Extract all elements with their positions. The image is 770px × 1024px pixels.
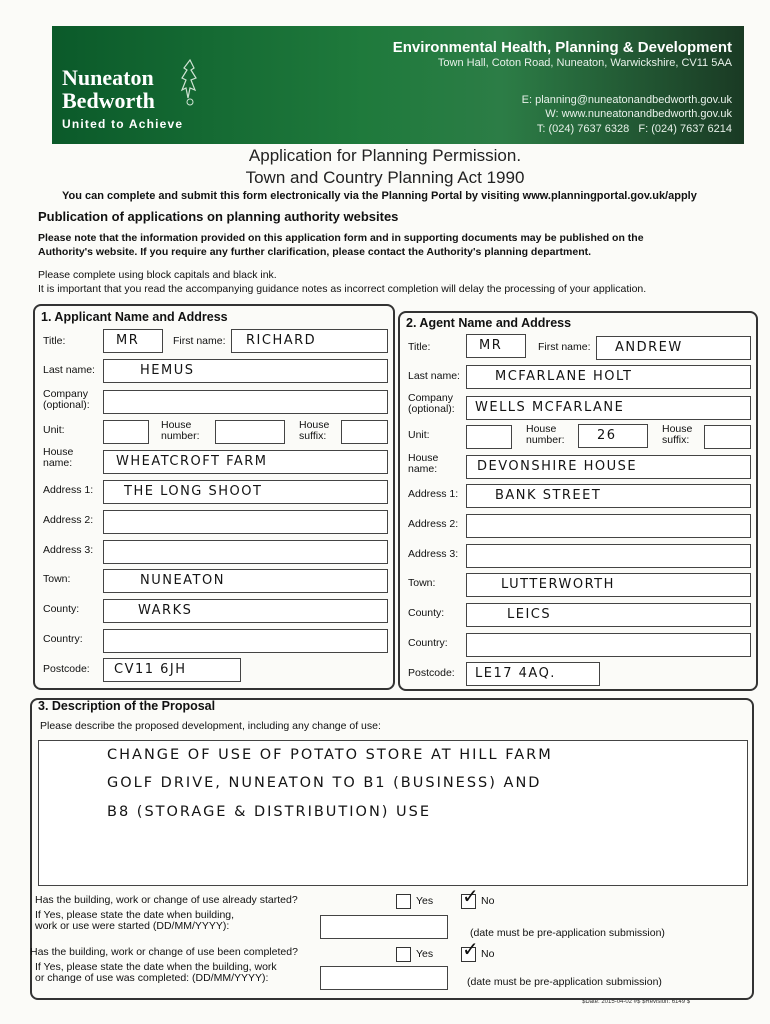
agent-company-field[interactable]: WELLS MCFARLANE — [466, 396, 751, 420]
check-mark-icon: ✓ — [462, 939, 479, 961]
email-link[interactable]: E: planning@nuneatonandbedworth.gov.uk — [521, 94, 732, 106]
motto: United to Achieve — [62, 117, 184, 131]
agent-country-field[interactable] — [466, 633, 751, 657]
started-yes-checkbox[interactable] — [396, 894, 411, 909]
description-line-1: CHANGE OF USE OF POTATO STORE AT HILL FARM — [107, 747, 553, 763]
applicant-country-field[interactable] — [103, 629, 388, 653]
publication-text-2: Authority's website. If you require any further clarification, please contact the Authority's planning department. — [38, 246, 592, 258]
applicant-last-name-field[interactable]: HEMUS — [103, 359, 388, 383]
instruction-text-1: Please complete using block capitals and black ink. — [38, 269, 277, 281]
web-link[interactable]: W: www.nuneatonandbedworth.gov.uk — [545, 108, 732, 120]
applicant-section: 1. Applicant Name and Address Title: MR First name: RICHARD Last name: HEMUS Company (optional): Unit: House number: House suffix: House name: WHEATCROFT FARM Address 1: THE LONG SHOOT Address 2: Address 3: Town: NUNEATON County: WARKS Country: Postcode: CV11 6JH — [33, 304, 395, 690]
agent-county-field[interactable]: LEICS — [466, 603, 751, 627]
applicant-company-field[interactable] — [103, 390, 388, 414]
started-date-label: If Yes, please state the date when building, work or use were started (DD/MM/YYYY): — [35, 909, 235, 932]
agent-address2-field[interactable] — [466, 514, 751, 538]
portal-note: You can complete and submit this form electronically via the Planning Portal by visiting www.planningportal.gov.uk/apply — [62, 190, 697, 202]
revision-footer: $Date: 2015-04-02 #$ $Revision: 6149 $ — [582, 999, 691, 1005]
proposal-section: 3. Description of the Proposal Please describe the proposed development, including any change of use: CHANGE OF USE OF POTATO STORE AT HILL FARM GOLF DRIVE, NUNEATON TO B1 (BUSINESS) AND B8 (STORAGE & DISTRIBUTION) USE Has the building, work or change of use already started? Yes ✓ No If Yes, please state the date when building, work or use were started (DD/MM/YYYY): (date must be pre-application submission) Has the building, work or change of use been completed? Yes ✓ No If Yes, please state the date when the building, work or change of use was completed: (DD/MM/YYYY): (date must be pre-application submission) — [30, 698, 754, 1000]
completed-date-field[interactable] — [320, 966, 448, 990]
proposal-heading: 3. Description of the Proposal — [38, 699, 216, 713]
applicant-town-field[interactable]: NUNEATON — [103, 569, 388, 593]
agent-section: 2. Agent Name and Address Title: MR First name: ANDREW Last name: MCFARLANE HOLT Company (optional): WELLS MCFARLANE Unit: House number: 26 House suffix: House name: DEVONSHIRE HOUSE Address 1: BANK STREET Address 2: Address 3: Town: LUTTERWORTH County: LEICS Country: Postcode: LE17 4AQ. — [398, 311, 758, 691]
applicant-address1-field[interactable]: THE LONG SHOOT — [103, 480, 388, 504]
department-address: Town Hall, Coton Road, Nuneaton, Warwickshire, CV11 5AA — [437, 57, 732, 69]
proposal-description-field[interactable] — [38, 740, 748, 886]
contact-numbers: T: (024) 7637 6328 F: (024) 7637 6214 — [536, 123, 732, 135]
applicant-title-field[interactable]: MR — [103, 329, 163, 353]
department-name: Environmental Health, Planning & Development — [392, 39, 732, 56]
applicant-house-name-field[interactable]: WHEATCROFT FARM — [103, 450, 388, 474]
agent-unit-field[interactable] — [466, 425, 512, 449]
agent-heading: 2. Agent Name and Address — [406, 316, 572, 330]
publication-heading: Publication of applications on planning authority websites — [38, 209, 399, 224]
agent-town-field[interactable]: LUTTERWORTH — [466, 573, 751, 597]
agent-title-field[interactable]: MR — [466, 334, 526, 358]
completed-date-label: If Yes, please state the date when the building, work or change of use was completed: (DD/MM/YYYY): — [35, 961, 277, 984]
applicant-postcode-field[interactable]: CV11 6JH — [103, 658, 241, 682]
publication-text-1: Please note that the information provided on this application form and in supporting documents may be published on the — [38, 232, 644, 244]
completed-question: Has the building, work or change of use been completed? — [30, 946, 298, 958]
applicant-house-number-field[interactable] — [215, 420, 285, 444]
proposal-prompt: Please describe the proposed development, including any change of use: — [40, 720, 381, 732]
started-date-field[interactable] — [320, 915, 448, 939]
applicant-unit-field[interactable] — [103, 420, 149, 444]
description-line-3: B8 (STORAGE & DISTRIBUTION) USE — [107, 804, 432, 820]
agent-postcode-field[interactable]: LE17 4AQ. — [466, 662, 600, 686]
council-logo-text: Nuneaton Bedworth — [62, 65, 155, 113]
applicant-house-suffix-field[interactable] — [341, 420, 388, 444]
applicant-address2-field[interactable] — [103, 510, 388, 534]
completed-no-checkbox[interactable] — [461, 939, 479, 962]
header-banner — [52, 26, 744, 144]
form-title: Application for Planning Permission. — [248, 146, 522, 165]
instruction-text-2: It is important that you read the accompanying guidance notes as incorrect completion will delay the processing of your application. — [38, 283, 647, 295]
agent-address1-field[interactable]: BANK STREET — [466, 484, 751, 508]
applicant-county-field[interactable]: WARKS — [103, 599, 388, 623]
started-question: Has the building, work or change of use already started? — [35, 894, 298, 906]
agent-house-name-field[interactable]: DEVONSHIRE HOUSE — [466, 455, 751, 479]
started-no-checkbox[interactable] — [461, 886, 479, 909]
completed-yes-checkbox[interactable] — [396, 947, 411, 962]
crest-icon — [178, 58, 202, 108]
description-line-2: GOLF DRIVE, NUNEATON TO B1 (BUSINESS) AND — [107, 775, 542, 791]
check-mark-icon: ✓ — [462, 886, 479, 908]
agent-address3-field[interactable] — [466, 544, 751, 568]
agent-last-name-field[interactable]: MCFARLANE HOLT — [466, 365, 751, 389]
applicant-first-name-field[interactable]: RICHARD — [231, 329, 388, 353]
agent-house-suffix-field[interactable] — [704, 425, 751, 449]
form-subtitle: Town and Country Planning Act 1990 — [245, 168, 525, 187]
applicant-address3-field[interactable] — [103, 540, 388, 564]
agent-house-number-field[interactable]: 26 — [578, 424, 648, 448]
applicant-heading: 1. Applicant Name and Address — [41, 310, 228, 324]
agent-first-name-field[interactable]: ANDREW — [596, 336, 751, 360]
